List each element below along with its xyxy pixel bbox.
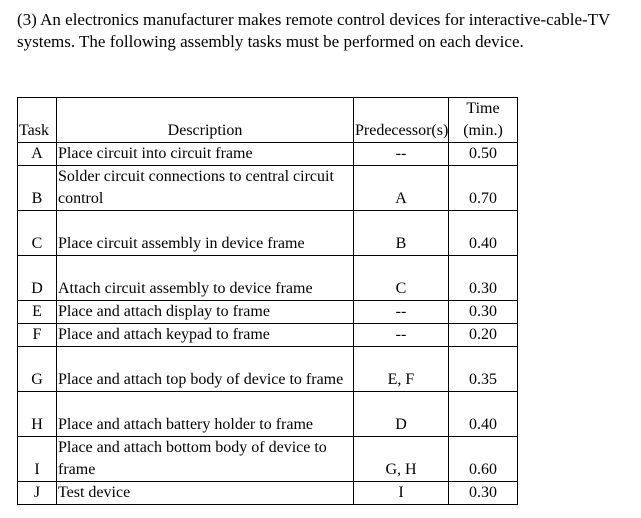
header-time: Time (min.) <box>449 98 518 143</box>
predecessor-cell: -- <box>354 143 449 166</box>
predecessor-cell: G, H <box>354 437 449 482</box>
task-cell: G <box>18 347 57 392</box>
predecessor-cell: -- <box>354 324 449 347</box>
description-cell: Attach circuit assembly to device frame <box>57 256 354 301</box>
table-row <box>18 143 518 166</box>
task-cell: E <box>18 301 57 324</box>
task-cell: B <box>18 166 57 211</box>
time-cell: 0.30 <box>449 256 518 301</box>
table-row <box>18 211 518 256</box>
table-row <box>18 166 518 211</box>
table-row <box>18 347 518 392</box>
time-cell: 0.60 <box>449 437 518 482</box>
predecessor-cell: C <box>354 256 449 301</box>
assembly-task-table <box>17 97 518 505</box>
task-cell: F <box>18 324 57 347</box>
task-cell: C <box>18 211 57 256</box>
description-cell: Test device <box>57 482 354 505</box>
task-cell: A <box>18 143 57 166</box>
table-row <box>18 482 518 505</box>
time-cell: 0.40 <box>449 392 518 437</box>
description-cell: Solder circuit connections to central circuit control <box>57 166 354 211</box>
header-predecessor: Predecessor(s) <box>354 98 449 143</box>
description-cell: Place circuit into circuit frame <box>57 143 354 166</box>
table-row <box>18 256 518 301</box>
time-cell: 0.50 <box>449 143 518 166</box>
table-header-row <box>18 98 518 143</box>
time-cell: 0.30 <box>449 301 518 324</box>
task-cell: D <box>18 256 57 301</box>
time-cell: 0.35 <box>449 347 518 392</box>
predecessor-cell: E, F <box>354 347 449 392</box>
time-cell: 0.20 <box>449 324 518 347</box>
description-cell: Place and attach top body of device to frame <box>57 347 354 392</box>
description-cell: Place and attach bottom body of device to frame <box>57 437 354 482</box>
task-cell: I <box>18 437 57 482</box>
table-row <box>18 437 518 482</box>
header-description: Description <box>57 98 354 143</box>
time-cell: 0.30 <box>449 482 518 505</box>
table-row <box>18 301 518 324</box>
table-row <box>18 392 518 437</box>
problem-statement: (3) An electronics manufacturer makes remote control devices for interactive-cable-TV systems. The following assembly tasks must be performed on each device. <box>17 10 610 51</box>
description-cell: Place and attach keypad to frame <box>57 324 354 347</box>
predecessor-cell: -- <box>354 301 449 324</box>
table-row <box>18 324 518 347</box>
task-cell: H <box>18 392 57 437</box>
predecessor-cell: D <box>354 392 449 437</box>
description-cell: Place and attach battery holder to frame <box>57 392 354 437</box>
predecessor-cell: I <box>354 482 449 505</box>
time-cell: 0.40 <box>449 211 518 256</box>
header-task: Task <box>18 98 57 143</box>
time-cell: 0.70 <box>449 166 518 211</box>
predecessor-cell: A <box>354 166 449 211</box>
description-cell: Place and attach display to frame <box>57 301 354 324</box>
task-cell: J <box>18 482 57 505</box>
description-cell: Place circuit assembly in device frame <box>57 211 354 256</box>
predecessor-cell: B <box>354 211 449 256</box>
